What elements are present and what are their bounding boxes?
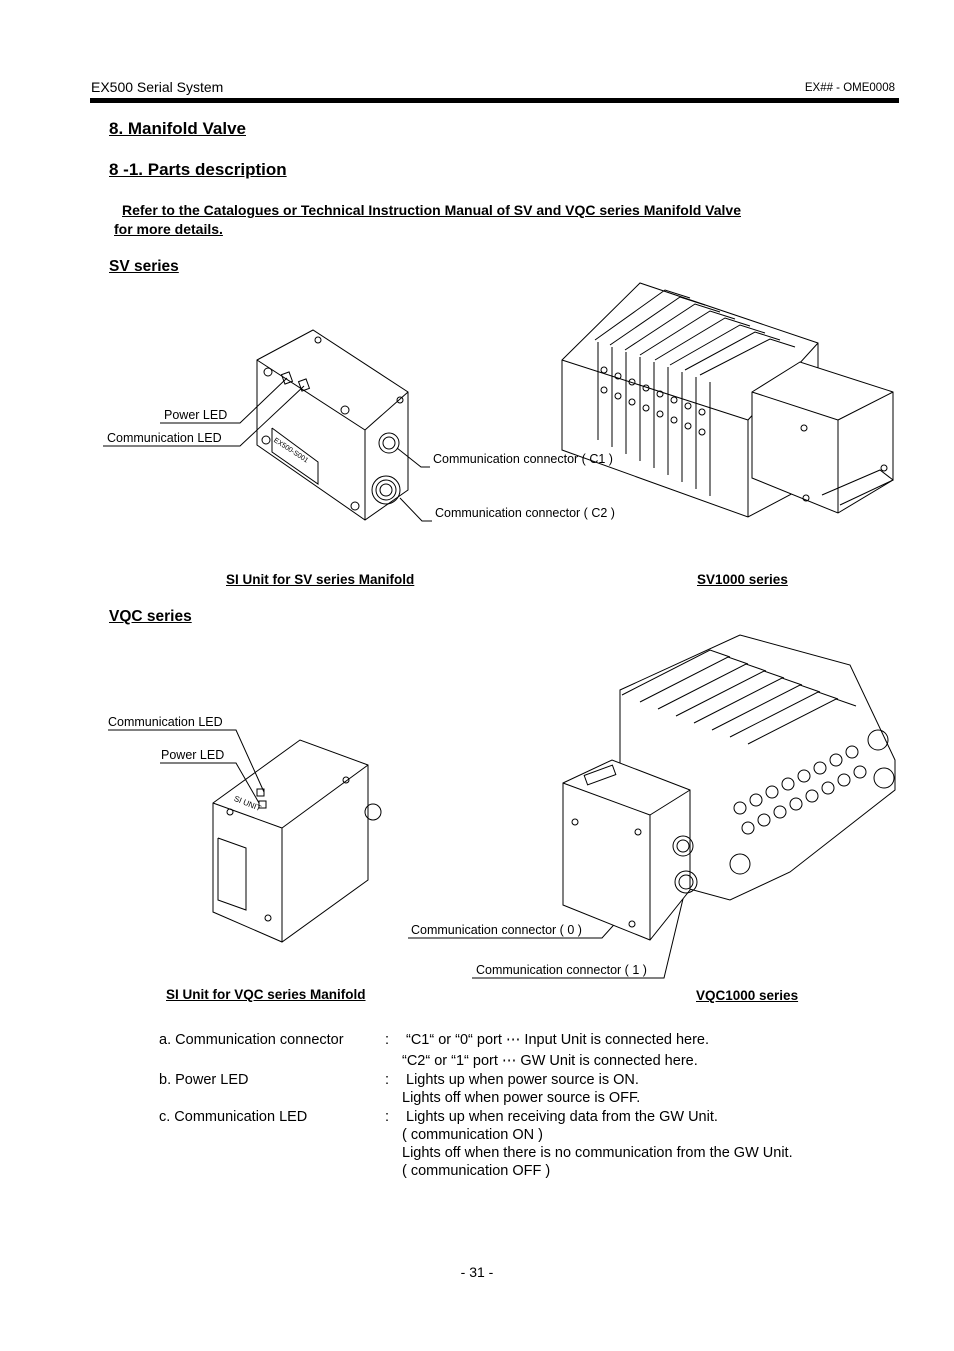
desc-a-line1: “C1“ or “0“ port ⋯ Input Unit is connected here. xyxy=(406,1032,710,1048)
sv-conn-c1-label: Communication connector ( C1 ) xyxy=(433,452,613,466)
desc-c-line3: Lights off when there is no communication from the GW Unit. xyxy=(402,1145,793,1161)
reference-note-line2: for more details. xyxy=(114,221,223,237)
subsection-title: 8 -1. Parts description xyxy=(109,160,287,179)
desc-b-line1: Lights up when power source is ON. xyxy=(406,1072,639,1088)
vqc-series-heading: VQC series xyxy=(109,608,192,625)
vqc-conn-0-label: Communication connector ( 0 ) xyxy=(411,923,582,937)
sv-unit-caption: SI Unit for SV series Manifold xyxy=(226,572,415,587)
sv-conn-c2-label: Communication connector ( C2 ) xyxy=(435,506,615,520)
reference-note-line1: Refer to the Catalogues or Technical Instruction Manual of SV and VQC series Manifold Valve xyxy=(122,202,741,218)
desc-b-line2: Lights off when power source is OFF. xyxy=(402,1090,641,1106)
desc-c-line2: ( communication ON ) xyxy=(402,1127,544,1143)
desc-c-line4: ( communication OFF ) xyxy=(402,1163,551,1179)
desc-a-colon: : xyxy=(385,1032,390,1048)
desc-a-term: a. Communication connector xyxy=(159,1032,344,1048)
sv-unit-marking: EX500-S001 xyxy=(272,437,310,465)
vqc-unit-marking: SI UNIT xyxy=(232,794,263,814)
desc-c-term: c. Communication LED xyxy=(159,1109,308,1125)
page-number: - 31 - xyxy=(460,1264,494,1280)
desc-b-term: b. Power LED xyxy=(159,1072,249,1088)
sv1000-caption: SV1000 series xyxy=(697,572,788,587)
document-code: EX## - OME0008 xyxy=(804,82,895,94)
sv1000-manifold-drawing xyxy=(562,283,893,517)
sv-comm-led-label: Communication LED xyxy=(107,431,222,445)
desc-c-line1: Lights up when receiving data from the GW Unit. xyxy=(406,1109,718,1125)
vqc1000-caption: VQC1000 series xyxy=(696,988,799,1003)
vqc-comm-led-label: Communication LED xyxy=(108,715,223,729)
vqc-power-led-label: Power LED xyxy=(161,748,225,762)
sv-si-unit-drawing xyxy=(257,330,408,520)
vqc1000-manifold-drawing xyxy=(563,635,895,940)
vqc-si-unit-drawing xyxy=(213,740,381,942)
vqc-conn-1-label: Communication connector ( 1 ) xyxy=(476,963,647,977)
sv-power-led-label: Power LED xyxy=(164,408,228,422)
desc-c-colon: : xyxy=(385,1109,390,1125)
sv-series-heading: SV series xyxy=(109,258,179,275)
section-title: 8. Manifold Valve xyxy=(109,119,246,138)
desc-b-colon: : xyxy=(385,1072,390,1088)
desc-a-line2: “C2“ or “1“ port ⋯ GW Unit is connected here. xyxy=(402,1053,698,1069)
vqc-unit-caption: SI Unit for VQC series Manifold xyxy=(166,987,366,1002)
header-title: EX500 Serial System xyxy=(91,79,224,95)
